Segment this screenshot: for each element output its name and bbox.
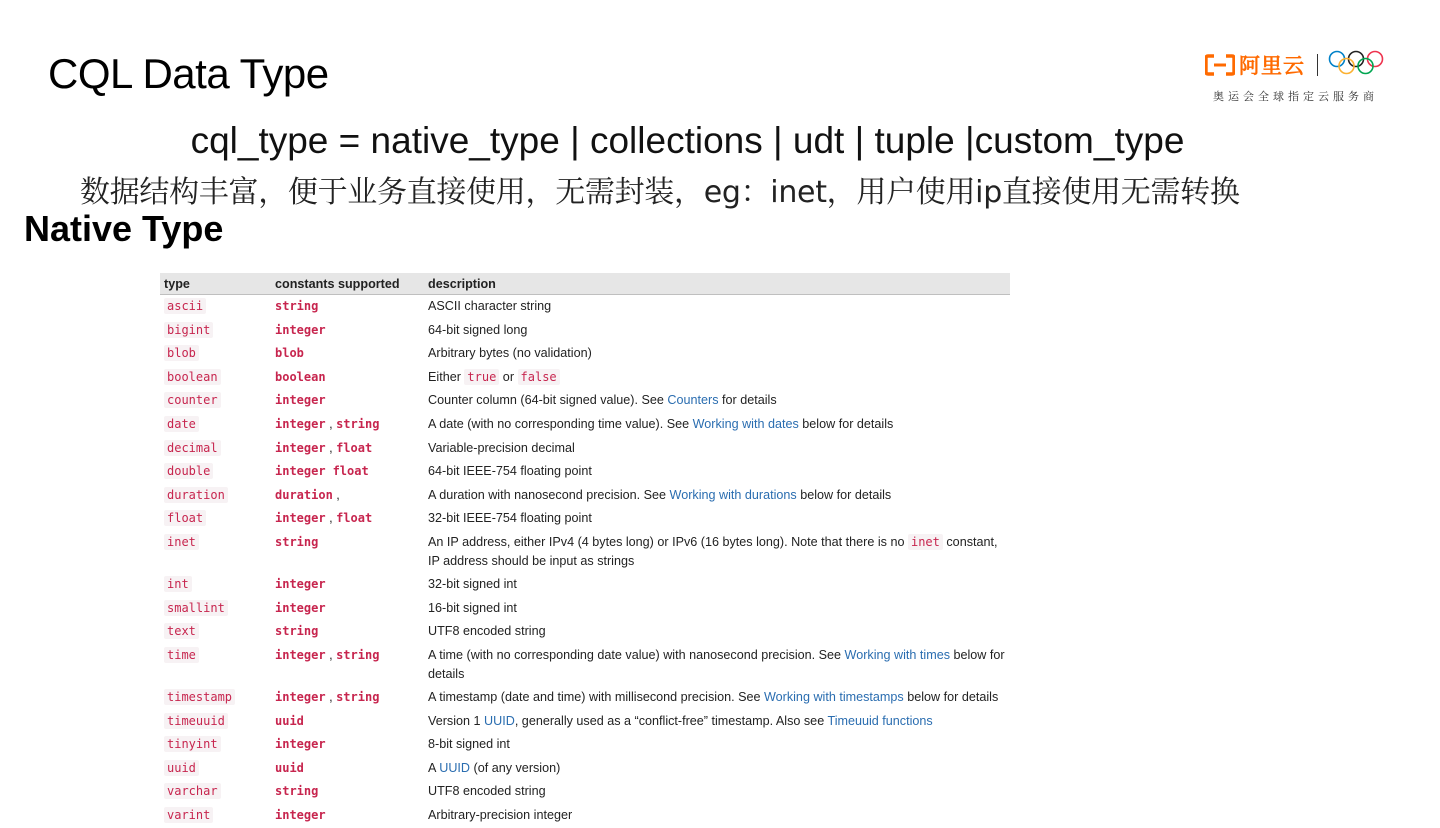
table-row <box>160 804 1010 828</box>
type-name: blob <box>164 345 199 361</box>
type-cell <box>160 413 271 437</box>
constant-value: integer <box>275 322 326 337</box>
constants-cell <box>271 389 424 413</box>
table-row <box>160 710 1010 734</box>
description-cell <box>424 733 1010 757</box>
section-heading: Native Type <box>24 208 224 249</box>
type-name: bigint <box>164 322 213 338</box>
type-name: timestamp <box>164 689 235 705</box>
header-constants: constants supported <box>271 273 424 295</box>
description-text: below for details <box>796 487 892 502</box>
constants-cell <box>271 437 424 461</box>
type-cell <box>160 573 271 597</box>
constant-value: integer <box>275 808 326 823</box>
constant-value: integer <box>275 511 326 526</box>
description-cell <box>424 644 1010 686</box>
table-row <box>160 620 1010 644</box>
constant-separator <box>326 464 333 478</box>
constant-value: integer <box>275 600 326 615</box>
type-cell <box>160 484 271 508</box>
description-text: for details <box>718 393 777 408</box>
type-name: varint <box>164 807 213 823</box>
type-cell <box>160 319 271 343</box>
description-cell <box>424 757 1010 781</box>
constants-cell <box>271 597 424 621</box>
type-name: double <box>164 463 213 479</box>
cql-type-formula: cql_type = native_type | collections | udt | tuple |custom_type <box>190 120 1185 161</box>
description-text: ASCII character string <box>428 299 552 313</box>
constant-value: integer <box>275 647 326 662</box>
inline-code: false <box>518 369 560 385</box>
logo-tagline: 奥运会全球指定云服务商 <box>1213 90 1378 103</box>
table-row <box>160 295 1010 319</box>
type-cell <box>160 460 271 484</box>
table-row <box>160 597 1010 621</box>
constants-cell <box>271 733 424 757</box>
type-name: timeuuid <box>164 713 228 729</box>
description-text: Version 1 <box>428 713 485 728</box>
description-text: 32-bit IEEE-754 floating point <box>428 511 592 526</box>
table-row <box>160 780 1010 804</box>
description-text: Counter column (64-bit signed value). See <box>428 393 668 408</box>
constant-separator: , <box>325 647 337 662</box>
type-cell <box>160 342 271 366</box>
description-text: (of any version) <box>470 760 561 775</box>
description-text: 64-bit IEEE-754 floating point <box>428 464 592 479</box>
doc-link[interactable]: Timeuuid functions <box>827 713 933 728</box>
header-type: type <box>160 273 271 295</box>
description-cell <box>424 437 1010 461</box>
description-text: A time (with no corresponding date value) with nanosecond precision. See <box>428 647 845 662</box>
description-text: A date (with no corresponding time value). See <box>428 416 693 431</box>
description-text: UTF8 encoded string <box>428 784 546 799</box>
description-cell <box>424 366 1010 390</box>
slide-subtitle: 数据结构丰富，便于业务直接使用，无需封装，eg：inet，用户使用ip直接使用无需转换 <box>80 175 1240 210</box>
constants-cell <box>271 620 424 644</box>
constants-cell <box>271 413 424 437</box>
table-row <box>160 733 1010 757</box>
type-name: inet <box>164 534 199 550</box>
table-row <box>160 644 1010 686</box>
header-description: description <box>424 273 1010 295</box>
description-cell <box>424 620 1010 644</box>
doc-link[interactable]: Working with times <box>844 647 950 662</box>
type-cell <box>160 804 271 828</box>
constant-value: integer <box>275 440 326 455</box>
table-row <box>160 573 1010 597</box>
table-row <box>160 366 1010 390</box>
table-row <box>160 413 1010 437</box>
doc-link[interactable]: UUID <box>439 760 471 775</box>
constants-cell <box>271 686 424 710</box>
description-text: A duration with nanosecond precision. See <box>428 487 670 502</box>
doc-link[interactable]: Counters <box>667 393 719 408</box>
constant-value: string <box>275 534 319 549</box>
doc-link[interactable]: Working with dates <box>692 416 799 431</box>
constant-separator: , <box>325 416 337 431</box>
table-row <box>160 686 1010 710</box>
type-cell <box>160 644 271 686</box>
type-name: float <box>164 510 206 526</box>
type-name: duration <box>164 487 228 503</box>
constants-cell <box>271 460 424 484</box>
description-cell <box>424 342 1010 366</box>
table-row <box>160 757 1010 781</box>
constant-value: blob <box>275 346 304 361</box>
description-text: 8-bit signed int <box>428 737 510 752</box>
constant-value: string <box>275 624 319 639</box>
description-cell <box>424 804 1010 828</box>
constant-value: integer <box>275 464 326 479</box>
constant-value: string <box>275 784 319 799</box>
table-row <box>160 342 1010 366</box>
description-text: 64-bit signed long <box>428 322 528 337</box>
type-name: time <box>164 647 199 663</box>
description-text: below for details <box>798 416 894 431</box>
type-cell <box>160 733 271 757</box>
type-cell <box>160 366 271 390</box>
constant-value: string <box>336 416 380 431</box>
type-name: counter <box>164 392 221 408</box>
logo-divider <box>1317 54 1318 76</box>
description-text: below for details <box>903 690 999 705</box>
type-name: int <box>164 576 192 592</box>
constants-cell <box>271 804 424 828</box>
type-name: varchar <box>164 783 221 799</box>
constant-value: integer <box>275 393 326 408</box>
table-row <box>160 460 1010 484</box>
description-cell <box>424 686 1010 710</box>
table-row <box>160 484 1010 508</box>
type-cell <box>160 780 271 804</box>
table-row <box>160 437 1010 461</box>
description-text: Arbitrary-precision integer <box>428 808 573 823</box>
table-row <box>160 319 1010 343</box>
description-text: Variable-precision decimal <box>428 440 575 455</box>
slide-title: CQL Data Type <box>48 50 329 97</box>
description-cell <box>424 319 1010 343</box>
aliyun-olympic-logo <box>1205 50 1400 105</box>
description-text: 16-bit signed int <box>428 600 517 615</box>
constants-cell <box>271 342 424 366</box>
constant-value: string <box>336 647 380 662</box>
type-name: ascii <box>164 298 206 314</box>
constants-cell <box>271 484 424 508</box>
constant-value: float <box>336 511 373 526</box>
description-text: below for details <box>428 647 1005 681</box>
table-header-row <box>160 273 1010 295</box>
constant-value: float <box>336 440 373 455</box>
inline-code: inet <box>908 534 943 550</box>
description-text: A timestamp (date and time) with millisecond precision. See <box>428 690 764 705</box>
inline-code: true <box>464 369 499 385</box>
description-text: A <box>428 760 440 775</box>
description-cell <box>424 573 1010 597</box>
constant-value: integer <box>275 577 326 592</box>
aliyun-mark-icon <box>1205 54 1235 76</box>
type-cell <box>160 710 271 734</box>
type-cell <box>160 507 271 531</box>
type-cell <box>160 597 271 621</box>
description-cell <box>424 597 1010 621</box>
constant-value: integer <box>275 416 326 431</box>
constant-separator: , <box>325 440 337 455</box>
type-name: smallint <box>164 600 228 616</box>
description-text: Arbitrary bytes (no validation) <box>428 346 592 361</box>
type-name: tinyint <box>164 736 221 752</box>
constants-cell <box>271 757 424 781</box>
type-cell <box>160 757 271 781</box>
logo-brand-text: 阿里云 <box>1239 54 1305 78</box>
type-name: date <box>164 416 199 432</box>
type-cell <box>160 295 271 319</box>
description-cell <box>424 484 1010 508</box>
doc-link[interactable]: Working with durations <box>669 487 797 502</box>
doc-link[interactable]: Working with timestamps <box>763 690 904 705</box>
type-name: decimal <box>164 440 221 456</box>
description-text: , generally used as a “conflict-free” timestamp. Also see <box>514 713 828 728</box>
constant-value: uuid <box>275 760 304 775</box>
native-type-table <box>160 273 1010 828</box>
type-cell <box>160 389 271 413</box>
type-cell <box>160 686 271 710</box>
description-cell <box>424 460 1010 484</box>
table-row <box>160 507 1010 531</box>
type-cell <box>160 531 271 573</box>
constants-cell <box>271 295 424 319</box>
constant-separator: , <box>332 487 340 502</box>
type-cell <box>160 620 271 644</box>
constant-value: float <box>332 464 369 479</box>
constants-cell <box>271 710 424 734</box>
description-cell <box>424 507 1010 531</box>
constant-value: duration <box>275 487 333 502</box>
description-text: Either <box>428 369 465 384</box>
description-cell <box>424 531 1010 573</box>
type-name: uuid <box>164 760 199 776</box>
table-row <box>160 389 1010 413</box>
doc-link[interactable]: UUID <box>484 713 515 728</box>
description-cell <box>424 295 1010 319</box>
constants-cell <box>271 366 424 390</box>
description-text: UTF8 encoded string <box>428 624 546 639</box>
constants-cell <box>271 780 424 804</box>
constant-value: string <box>275 299 319 313</box>
description-cell <box>424 710 1010 734</box>
constant-separator: , <box>325 511 337 526</box>
description-text: or <box>499 369 518 384</box>
constant-value: integer <box>275 737 326 752</box>
description-cell <box>424 413 1010 437</box>
constant-value: uuid <box>275 713 304 728</box>
constants-cell <box>271 507 424 531</box>
constant-value: boolean <box>275 369 326 384</box>
description-cell <box>424 389 1010 413</box>
type-name: boolean <box>164 369 221 385</box>
description-text: constant, IP address should be input as strings <box>428 534 998 568</box>
constant-value: integer <box>275 690 326 705</box>
description-text: An IP address, either IPv4 (4 bytes long) or IPv6 (16 bytes long). Note that there is no <box>428 534 908 549</box>
type-cell <box>160 437 271 461</box>
description-text: 32-bit signed int <box>428 577 517 592</box>
constants-cell <box>271 319 424 343</box>
constant-value: string <box>336 690 380 705</box>
description-cell <box>424 780 1010 804</box>
constant-separator: , <box>325 690 337 705</box>
table-row <box>160 531 1010 573</box>
constants-cell <box>271 531 424 573</box>
logo-row <box>1205 50 1387 80</box>
table-body <box>160 295 1010 828</box>
constants-cell <box>271 573 424 597</box>
olympic-rings-icon <box>1327 48 1387 83</box>
type-name: text <box>164 623 199 639</box>
constants-cell <box>271 644 424 686</box>
